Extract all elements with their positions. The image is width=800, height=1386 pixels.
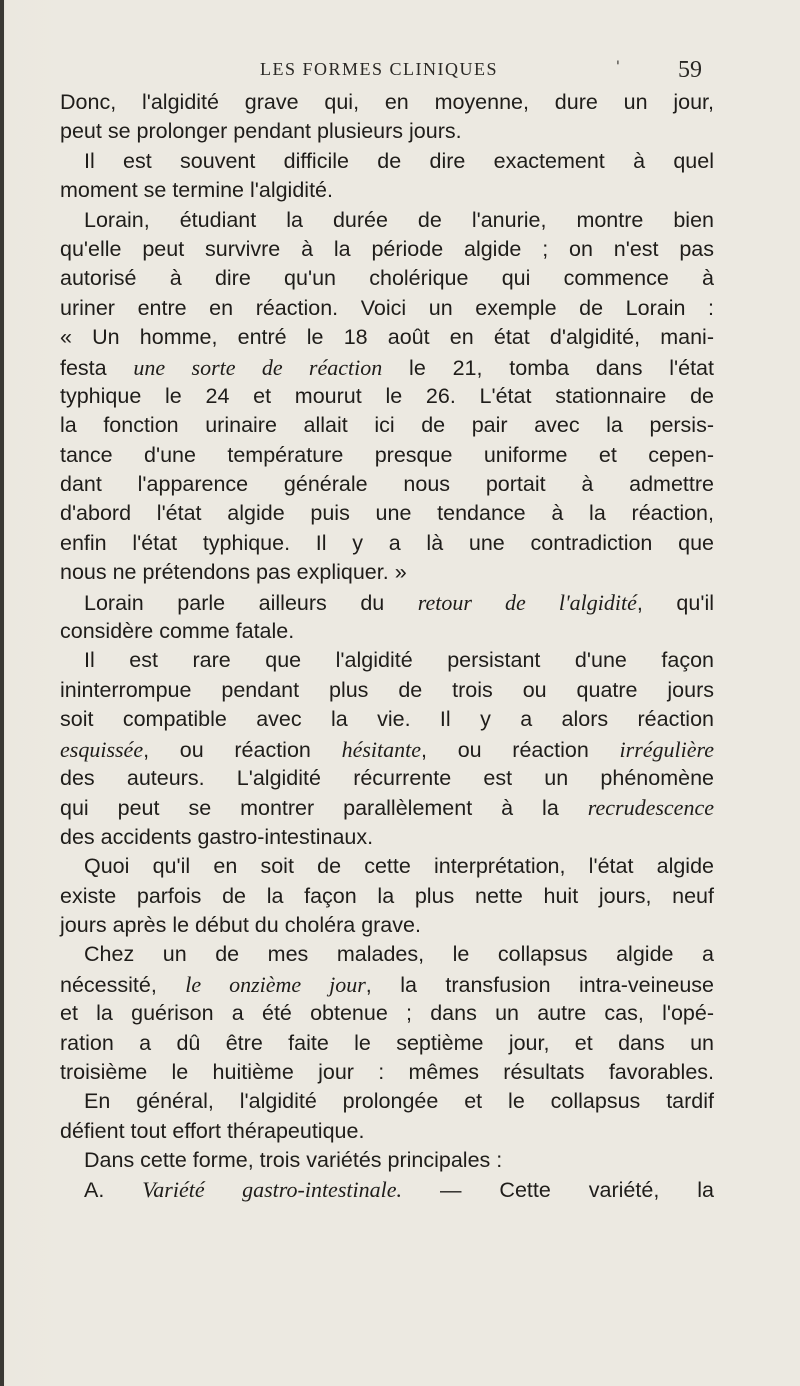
text-line: existe parfois de la façon la plus nette huit jours, neuf (60, 883, 714, 908)
text-segment: nécessité, (60, 972, 186, 997)
text-line (60, 970, 714, 999)
running-head-title: LES FORMES CLINIQUES (260, 59, 499, 79)
italic-phrase: irrégulière (619, 736, 715, 762)
page-number: 59 (678, 57, 702, 83)
text-line: jours après le début du choléra grave. (60, 912, 421, 937)
text-line: moment se termine l'algidité. (60, 178, 333, 203)
text-line: Dans cette forme, trois variétés principales : (84, 1148, 503, 1173)
text-line (60, 793, 714, 822)
text-line: troisième le huitième jour : mêmes résultats favorables. (60, 1059, 714, 1084)
text-line (60, 1175, 714, 1204)
text-line: la fonction urinaire allait ici de pair avec la persis- (60, 413, 714, 438)
text-line (60, 353, 714, 382)
text-line: typhique le 24 et mourut le 26. L'état stationnaire de (60, 383, 714, 408)
text-segment: le 21, tomba dans l'état (382, 355, 714, 380)
text-line (60, 735, 714, 764)
text-line: tance d'une température presque uniforme et cepen- (60, 442, 714, 467)
text-line: qu'elle peut survivre à la période algide ; on n'est pas (60, 236, 714, 261)
text-line: uriner entre en réaction. Voici un exemple de Lorain : (60, 295, 714, 320)
text-segment: A. (84, 1178, 143, 1203)
text-segment: Lorain parle ailleurs du (84, 590, 418, 615)
text-line: peut se prolonger pendant plusieurs jours. (60, 119, 462, 144)
text-line: Quoi qu'il en soit de cette interprétation, l'état algide (84, 854, 714, 879)
italic-phrase: esquissée (60, 736, 144, 762)
running-head (0, 59, 800, 89)
text-segment: qui peut se montrer parallèlement à la (60, 796, 559, 821)
body-text (60, 88, 714, 1205)
italic-phrase: hésitante (341, 736, 422, 762)
italic-phrase: le onzième jour (185, 971, 366, 997)
italic-phrase: Variété gastro-intestinale. (142, 1177, 402, 1203)
text-line: considère comme fatale. (60, 619, 295, 644)
text-line: En général, l'algidité prolongée et le collapsus tardif (84, 1089, 714, 1114)
text-line: ration a dû être faite le septième jour, et dans un (60, 1030, 714, 1055)
text-line: enfin l'état typhique. Il y a là une contradiction que (60, 530, 714, 555)
text-line: « Un homme, entré le 18 août en état d'algidité, mani- (60, 325, 714, 350)
text-line: et la guérison a été obtenue ; dans un autre cas, l'opé- (60, 1001, 714, 1026)
italic-phrase: une sorte de réaction (133, 354, 383, 380)
text-line: Il est rare que l'algidité persistant d'une façon (84, 648, 714, 673)
text-line (60, 588, 714, 617)
text-segment: festa (60, 355, 134, 380)
text-line: Donc, l'algidité grave qui, en moyenne, dure un jour, (60, 90, 714, 114)
text-segment: , ou réaction (421, 737, 620, 762)
text-segment: , la transfusion intra-veineuse (365, 972, 714, 997)
text-segment: , ou réaction (143, 737, 342, 762)
text-line: des accidents gastro-intestinaux. (60, 824, 374, 849)
text-line: nous ne prétendons pas expliquer. » (60, 560, 407, 585)
italic-phrase: recrudescence (587, 795, 714, 821)
text-line: soit compatible avec la vie. Il y a alors réaction (60, 707, 714, 732)
text-line: défient tout effort thérapeutique. (60, 1118, 365, 1143)
page-spine-edge (0, 0, 4, 1386)
text-line: Il est souvent difficile de dire exactement à quel (84, 148, 714, 173)
text-line: autorisé à dire qu'un cholérique qui commence à (60, 266, 714, 291)
running-head-mark: ' (616, 59, 620, 75)
text-segment: — Cette variété, la (402, 1178, 714, 1203)
text-line: des auteurs. L'algidité récurrente est un phénomène (60, 765, 714, 790)
text-line: Chez un de mes malades, le collapsus algide a (84, 942, 714, 967)
text-segment: , qu'il (636, 590, 714, 615)
italic-phrase: retour de l'algidité (417, 589, 637, 615)
text-line: dant l'apparence générale nous portait à admettre (60, 472, 714, 497)
text-line: ininterrompue pendant plus de trois ou quatre jours (60, 677, 714, 702)
text-line: Lorain, étudiant la durée de l'anurie, montre bien (84, 207, 714, 232)
text-line: d'abord l'état algide puis une tendance à la réaction, (60, 501, 714, 526)
